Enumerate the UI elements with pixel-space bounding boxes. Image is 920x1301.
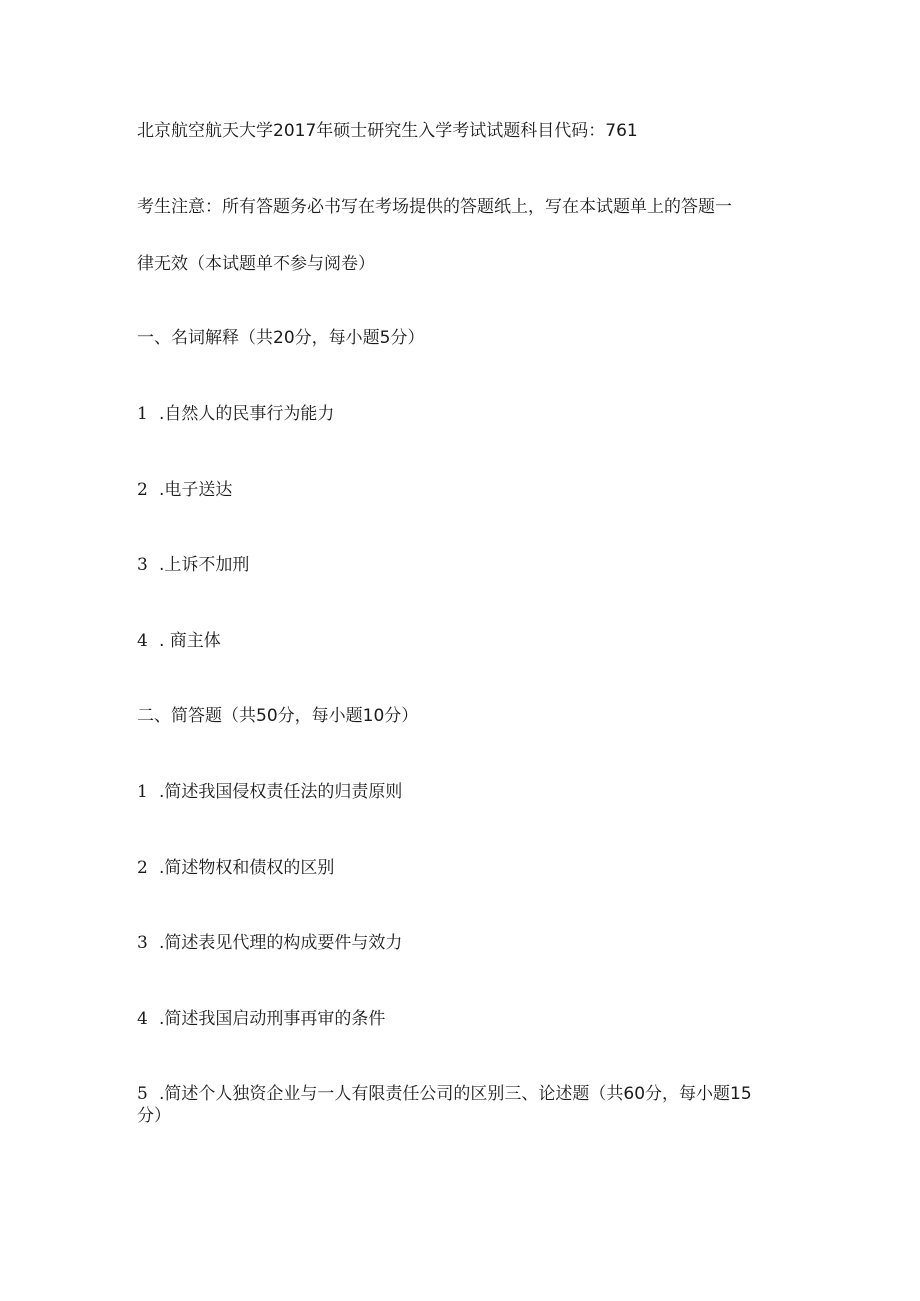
question-text: .简述物权和债权的区别 xyxy=(159,858,335,878)
question-item xyxy=(137,781,777,803)
question-number: 4 xyxy=(137,1009,148,1029)
question-number: 2 xyxy=(137,858,148,878)
question-text: .简述表见代理的构成要件与效力 xyxy=(159,933,403,953)
question-item xyxy=(137,1008,777,1030)
question-item xyxy=(137,479,777,501)
question-text: .简述个人独资企业与一人有限责任公司的区别三、论述题（共60分，每小题15分） xyxy=(137,1084,752,1126)
question-number: 2 xyxy=(137,480,148,500)
question-number: 5 xyxy=(137,1084,148,1104)
question-item xyxy=(137,630,777,652)
question-text: .上诉不加刑 xyxy=(159,555,250,575)
question-number: 3 xyxy=(137,933,148,953)
question-item xyxy=(137,932,777,954)
question-text: .电子送达 xyxy=(159,480,233,500)
question-item xyxy=(137,403,777,425)
question-item xyxy=(137,857,777,879)
question-number: 1 xyxy=(137,404,148,424)
question-text: . 商主体 xyxy=(159,631,221,651)
notice-line-2: 律无效（本试题单不参与阅卷） xyxy=(137,254,375,274)
question-number: 4 xyxy=(137,631,148,651)
section-2-heading: 二、简答题（共50分，每小题10分） xyxy=(137,706,419,726)
exam-title: 北京航空航天大学2017年硕士研究生入学考试试题科目代码：761 xyxy=(137,121,638,141)
question-number: 3 xyxy=(137,555,148,575)
question-text: .自然人的民事行为能力 xyxy=(159,404,335,424)
question-text: .简述我国侵权责任法的归责原则 xyxy=(159,782,403,802)
section-1-heading: 一、名词解释（共20分，每小题5分） xyxy=(137,328,425,348)
notice-line-1: 考生注意：所有答题务必书写在考场提供的答题纸上，写在本试题单上的答题一 xyxy=(137,197,732,217)
question-item xyxy=(137,1083,777,1127)
question-text: .简述我国启动刑事再审的条件 xyxy=(159,1009,386,1029)
question-item xyxy=(137,554,777,576)
question-number: 1 xyxy=(137,782,148,802)
